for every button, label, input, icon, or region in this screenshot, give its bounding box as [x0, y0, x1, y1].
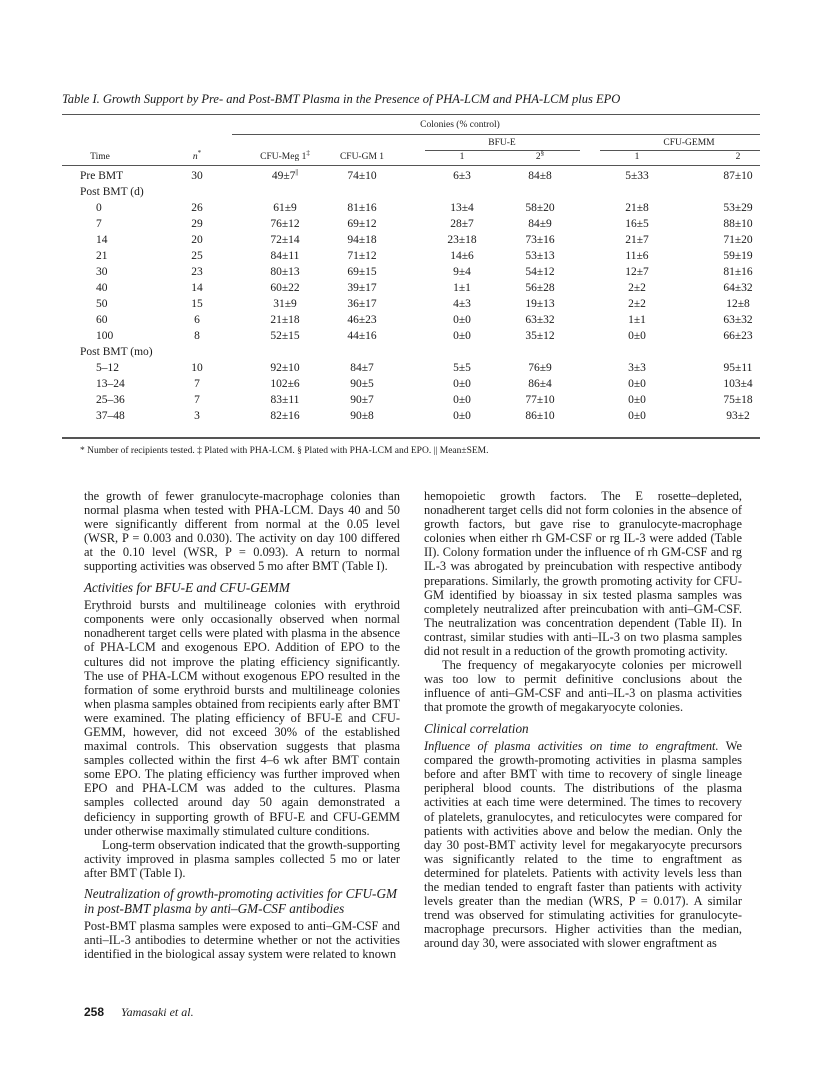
- header-bfu-e-2-label: 2: [535, 152, 541, 162]
- cell-bfu-e-2: [495, 298, 585, 310]
- cell-bfu-e-2: [495, 250, 585, 262]
- table-row: [0, 218, 816, 234]
- cell-value: 77±10: [525, 394, 555, 406]
- cell-value: 90±7: [350, 394, 374, 406]
- cell-value: 10: [191, 362, 203, 374]
- cell-value: 102±6: [270, 378, 300, 390]
- cell-cfu-gemm-1: [592, 218, 682, 230]
- header-cfu-gemm-1: 1: [634, 152, 640, 162]
- cell-value: 36±17: [347, 298, 377, 310]
- table-footnote: * Number of recipients tested. ‡ Plated with PHA-LCM. § Plated with PHA-LCM and EPO. || Mean±SEM.: [80, 446, 489, 456]
- cell-value: 26: [191, 202, 203, 214]
- cell-value: 44±16: [347, 330, 377, 342]
- cell-time: 50: [96, 298, 108, 310]
- cell-time: 100: [96, 330, 114, 342]
- paragraph: Long-term observation indicated that the growth-supporting activity improved in plasma samples collected 5 mo or later after BMT (Table I).: [84, 837, 400, 880]
- cell-time: 7: [96, 218, 102, 230]
- cell-bfu-e-2: [495, 170, 585, 182]
- table-section-row: [0, 346, 816, 362]
- cell-value: 21±18: [270, 314, 300, 326]
- cell-value: 56±28: [525, 282, 555, 294]
- cell-cfu-gm: [317, 282, 407, 294]
- cell-value: 5±33: [625, 170, 649, 182]
- cell-value: 35±12: [525, 330, 555, 342]
- cell-n: [152, 282, 242, 294]
- cell-value: 6±3: [453, 170, 471, 182]
- cell-n: [152, 298, 242, 310]
- cell-bfu-e-2: [495, 218, 585, 230]
- page-footer: [84, 1005, 194, 1020]
- cell-cfu-gemm-2: [693, 410, 783, 422]
- section-heading: Neutralization of growth-promoting activities for CFU-GM in post-BMT plasma by anti–GM-CSF antibodies: [84, 886, 397, 916]
- cell-value: 103±4: [723, 378, 753, 390]
- table-row: [0, 234, 816, 250]
- paragraph: the growth of fewer granulocyte-macrophage colonies than normal plasma when tested with PHA-LCM. Days 40 and 50 were significantly different from normal at the 0.05 level (WSR, P = 0.003 and 0.030). The activity on day 100 differed at the 0.10 level (WSR, P = 0.093). A return to normal supporting activities was observed 5 mo after BMT (Table I).: [84, 489, 400, 574]
- cell-bfu-e-1: [417, 250, 507, 262]
- cell-n: [152, 170, 242, 182]
- cell-n: [152, 362, 242, 374]
- cell-value: 23±18: [447, 234, 477, 246]
- cell-value: 15: [191, 298, 203, 310]
- cell-value: 14±6: [450, 250, 474, 262]
- cell-bfu-e-1: [417, 298, 507, 310]
- cell-value: 0±0: [453, 394, 471, 406]
- paragraph: hemopoietic growth factors. The E rosette–depleted, nonadherent target cells did not form colonies in the absence of growth factors, but gave rise to granulocyte-macrophage colonies when either rh GM-CSF or rg IL-3 were added (Table II). Colony formation under the influence of rh GM-CSF and rg IL-3 was abrogated by preincubation with respective antibody preparations. Similarly, the growth promoting activity for CFU-GM identified by bioassay in six tested plasma samples was completely neutralized after preincubation with anti–GM-CSF. The neutralization was concentration dependent (Table II). In contrast, similar studies with anti–IL-3 on two plasma samples did not result in a reduction of the growth promoting activity.: [424, 489, 742, 659]
- section-heading: Clinical correlation: [424, 720, 529, 736]
- cell-bfu-e-2: [495, 410, 585, 422]
- cell-cfu-gemm-2: [693, 250, 783, 262]
- cell-value: 1±1: [628, 314, 646, 326]
- section-label: Post BMT (mo): [80, 346, 153, 358]
- cell-value: 12±7: [625, 266, 649, 278]
- cell-value: 90±8: [350, 410, 374, 422]
- cell-value: 59±19: [723, 250, 753, 262]
- cell-cfu-gemm-1: [592, 282, 682, 294]
- cell-cfu-gemm-2: [693, 298, 783, 310]
- colonies-spanner-header: Colonies (% control): [420, 120, 500, 130]
- cell-bfu-e-1: [417, 362, 507, 374]
- cell-value: 21±7: [625, 234, 649, 246]
- table-top-rule: [62, 114, 760, 115]
- cell-n: [152, 410, 242, 422]
- cell-n: [152, 250, 242, 262]
- cell-bfu-e-1: [417, 282, 507, 294]
- cfu-gemm-group-header: CFU-GEMM: [663, 138, 715, 148]
- cell-cfu-gemm-1: [592, 378, 682, 390]
- cell-cfu-gemm-1: [592, 202, 682, 214]
- cell-value: 0±0: [453, 330, 471, 342]
- cell-bfu-e-2: [495, 314, 585, 326]
- page-number: 258: [84, 1005, 105, 1019]
- cell-time: 13–24: [96, 378, 125, 390]
- cell-value: 0±0: [453, 410, 471, 422]
- cell-value: 53±13: [525, 250, 555, 262]
- cell-value: 28±7: [450, 218, 474, 230]
- cell-value: 3: [194, 410, 200, 422]
- cell-time: 25–36: [96, 394, 125, 406]
- cell-value: 63±32: [525, 314, 555, 326]
- cell-value: 66±23: [723, 330, 753, 342]
- cell-time: 14: [96, 234, 108, 246]
- cell-value: 93±2: [726, 410, 750, 422]
- cell-value: 73±16: [525, 234, 555, 246]
- cell-cfu-gm: [317, 234, 407, 246]
- cell-value: 0±0: [453, 378, 471, 390]
- cell-bfu-e-1: [417, 314, 507, 326]
- table-body: [0, 170, 816, 426]
- cell-cfu-gm: [317, 330, 407, 342]
- cell-time: 21: [96, 250, 108, 262]
- cell-value: 46±23: [347, 314, 377, 326]
- cell-value: 81±16: [723, 266, 753, 278]
- table-row: [0, 282, 816, 298]
- cell-cfu-gm: [317, 202, 407, 214]
- cell-cfu-gm: [317, 298, 407, 310]
- cell-value: 8: [194, 330, 200, 342]
- cell-value: 80±13: [270, 266, 300, 278]
- paragraph: Post-BMT plasma samples were exposed to anti–GM-CSF and anti–IL-3 antibodies to determine whether or not the activities identified in the biological assay system were related to known: [84, 919, 400, 962]
- cell-value: 75±18: [723, 394, 753, 406]
- cell-cfu-gemm-1: [592, 362, 682, 374]
- cell-bfu-e-1: [417, 202, 507, 214]
- table-row: [0, 250, 816, 266]
- cell-time: 0: [96, 202, 102, 214]
- cell-time: 5–12: [96, 362, 119, 374]
- cell-value: 63±32: [723, 314, 753, 326]
- table-row: [0, 362, 816, 378]
- paragraph: [424, 739, 742, 950]
- cell-cfu-gemm-1: [592, 330, 682, 342]
- cell-bfu-e-2: [495, 394, 585, 406]
- cell-value: 20: [191, 234, 203, 246]
- cell-value: 11±6: [625, 250, 649, 262]
- cell-value: 7: [194, 378, 200, 390]
- cell-n: [152, 266, 242, 278]
- table-row: [0, 410, 816, 426]
- cell-bfu-e-1: [417, 394, 507, 406]
- cell-bfu-e-1: [417, 330, 507, 342]
- header-cfu-gm: CFU-GM 1: [339, 152, 385, 162]
- run-in-heading: Influence of plasma activities on time to engraftment.: [424, 739, 719, 754]
- cell-value: 12±8: [726, 298, 750, 310]
- cell-value: 0±0: [453, 314, 471, 326]
- cell-cfu-gm: [317, 362, 407, 374]
- cell-value: 69±12: [347, 218, 377, 230]
- cell-value: 95±11: [723, 362, 753, 374]
- cell-value: 76±12: [270, 218, 300, 230]
- cell-value: 60±22: [270, 282, 300, 294]
- cell-value: 90±5: [350, 378, 374, 390]
- table-row: [0, 170, 816, 186]
- footnote-mark: ||: [295, 168, 299, 177]
- cell-bfu-e-2: [495, 234, 585, 246]
- cell-cfu-gm: [317, 378, 407, 390]
- cell-value: 23: [191, 266, 203, 278]
- cell-value: 84±7: [350, 362, 374, 374]
- cell-value: 19±13: [525, 298, 555, 310]
- cell-n: [152, 314, 242, 326]
- cell-n: [152, 330, 242, 342]
- section-heading: Activities for BFU-E and CFU-GEMM: [84, 579, 290, 595]
- cell-value: 84±11: [270, 250, 300, 262]
- cell-value: 53±29: [723, 202, 753, 214]
- cell-value: 9±4: [453, 266, 471, 278]
- cell-time: Pre BMT: [80, 170, 124, 182]
- cell-n: [152, 378, 242, 390]
- cell-bfu-e-1: [417, 218, 507, 230]
- header-cfu-meg-footnote-mark: ‡: [306, 148, 310, 157]
- cell-bfu-e-2: [495, 362, 585, 374]
- header-n-footnote-mark: *: [197, 148, 202, 157]
- cell-bfu-e-2: [495, 266, 585, 278]
- cell-value: 0±0: [628, 378, 646, 390]
- cell-value: 71±20: [723, 234, 753, 246]
- cell-value: 31±9: [273, 298, 297, 310]
- cell-value: 2±2: [628, 298, 646, 310]
- cell-cfu-gemm-1: [592, 410, 682, 422]
- cell-cfu-gemm-1: [592, 170, 682, 182]
- cell-cfu-gemm-2: [693, 314, 783, 326]
- cell-bfu-e-2: [495, 378, 585, 390]
- cell-value: 13±4: [450, 202, 474, 214]
- cell-bfu-e-1: [417, 170, 507, 182]
- cell-value: 61±9: [273, 202, 297, 214]
- cell-cfu-gemm-1: [592, 266, 682, 278]
- header-bottom-rule: [62, 165, 760, 166]
- paragraph-text: We compared the growth-promoting activities in plasma samples before and after BMT with time to recovery of single lineage peripheral blood counts. The distributions of the plasma activities at each time were determined. The times to recovery of platelets, granulocytes, and reticulocytes were compared for patients with activities above and below the median. Only the day 30 post-BMT activity level for megakaryocyte precursors was significantly related to the time to engraftment as determined for platelets. Patients with activity levels less than the median tended to engraft faster than patients with activity levels greater than the median (WRS, P = 0.017). A similar trend was observed for stimulating activities for granulocyte-macrophage precursors. Higher activities than the median, around day 30, were associated with slower engraftment as: [424, 739, 742, 951]
- running-authors: Yamasaki et al.: [121, 1005, 194, 1019]
- cell-cfu-gemm-2: [693, 362, 783, 374]
- cell-cfu-gemm-2: [693, 266, 783, 278]
- table-bottom-rule: [62, 437, 760, 439]
- cell-cfu-gm: [317, 250, 407, 262]
- cell-value: 3±3: [628, 362, 646, 374]
- cell-value: 86±10: [525, 410, 555, 422]
- table-row: [0, 202, 816, 218]
- cell-cfu-gemm-1: [592, 314, 682, 326]
- cell-n: [152, 218, 242, 230]
- cell-value: 39±17: [347, 282, 377, 294]
- header-n-label: n: [192, 152, 198, 162]
- cell-n: [152, 202, 242, 214]
- cell-value: 49±7: [271, 170, 296, 182]
- cell-value: 69±15: [347, 266, 377, 278]
- cell-bfu-e-1: [417, 234, 507, 246]
- cell-value: 0±0: [628, 330, 646, 342]
- table-row: [0, 314, 816, 330]
- cell-cfu-gemm-2: [693, 234, 783, 246]
- cell-n: [152, 234, 242, 246]
- header-cfu-meg-label: CFU-Meg 1: [260, 152, 307, 162]
- header-bfu-e-2-footnote-mark: §: [540, 148, 545, 157]
- table-row: [0, 298, 816, 314]
- table-row: [0, 330, 816, 346]
- cell-value: 88±10: [723, 218, 753, 230]
- paragraph: The frequency of megakaryocyte colonies per microwell was too low to permit definitive conclusions about the influence of anti–GM-CSF and anti–IL-3 on plasma activities that promote the growth of megakaryocyte colonies.: [424, 658, 742, 715]
- cell-value: 1±1: [453, 282, 471, 294]
- cell-value: 94±18: [347, 234, 377, 246]
- cell-cfu-gemm-2: [693, 282, 783, 294]
- header-cfu-gemm-2: 2: [735, 152, 741, 162]
- cell-time: 37–48: [96, 410, 125, 422]
- cell-value: 6: [194, 314, 200, 326]
- cell-value: 84±8: [528, 170, 552, 182]
- bfu-e-group-header: BFU-E: [488, 138, 516, 148]
- spanner-rule: [232, 134, 760, 135]
- cell-n: [152, 394, 242, 406]
- cell-value: 25: [191, 250, 203, 262]
- cell-time: 40: [96, 282, 108, 294]
- cell-value: 0±0: [628, 410, 646, 422]
- cell-cfu-gemm-2: [693, 170, 783, 182]
- cell-cfu-gm: [317, 218, 407, 230]
- cell-cfu-gemm-1: [592, 234, 682, 246]
- cell-value: 81±16: [347, 202, 377, 214]
- cell-value: 76±9: [528, 362, 552, 374]
- cell-time: 30: [96, 266, 108, 278]
- cell-value: 30: [191, 170, 203, 182]
- cell-value: 4±3: [453, 298, 471, 310]
- left-text-column: [84, 489, 400, 962]
- cell-value: 14: [191, 282, 203, 294]
- right-text-column: [424, 489, 742, 951]
- table-row: [0, 394, 816, 410]
- cell-value: 54±12: [525, 266, 555, 278]
- cell-value: 72±14: [270, 234, 300, 246]
- cell-value: 92±10: [270, 362, 300, 374]
- cell-value: 87±10: [723, 170, 753, 182]
- cell-value: 74±10: [347, 170, 377, 182]
- cell-cfu-gemm-2: [693, 202, 783, 214]
- cell-cfu-gemm-1: [592, 298, 682, 310]
- cell-value: 5±5: [453, 362, 471, 374]
- cell-cfu-gemm-2: [693, 330, 783, 342]
- cell-value: 58±20: [525, 202, 555, 214]
- cell-cfu-gm: [317, 266, 407, 278]
- cell-cfu-gemm-2: [693, 378, 783, 390]
- cell-value: 82±16: [270, 410, 300, 422]
- cell-value: 16±5: [625, 218, 649, 230]
- cell-cfu-gm: [317, 394, 407, 406]
- cell-value: 83±11: [270, 394, 300, 406]
- cell-value: 86±4: [528, 378, 552, 390]
- cfu-gemm-rule: [600, 150, 760, 151]
- bfu-e-rule: [425, 150, 580, 151]
- cell-value: 21±8: [625, 202, 649, 214]
- cell-value: 52±15: [270, 330, 300, 342]
- cell-bfu-e-1: [417, 378, 507, 390]
- paragraph: Erythroid bursts and multilineage colonies with erythroid components were only occasionally observed when normal nonadherent target cells were plated with plasma in the absence of PHA-LCM and exogenous EPO. Addition of EPO to the cultures did not improve the plating efficiency significantly. The use of PHA-LCM without exogenous EPO resulted in the formation of some erythroid bursts and multilineage colonies when plasma samples obtained from recipients early after BMT were examined. The plating efficiency of BFU-E and CFU-GEMM, however, did not exceed 30% of the established maximal controls. This observation suggests that plasma samples collected within the first 4–6 wk after BMT contain some EPO. The plating efficiency was further improved when EPO and PHA-LCM was added to the cultures. Plasma samples collected around day 50 again demonstrated a deficiency in supporting growth of BFU-E and CFU-GEMM under otherwise maximally stimulated culture conditions.: [84, 598, 400, 838]
- cell-bfu-e-2: [495, 282, 585, 294]
- cell-value: 2±2: [628, 282, 646, 294]
- cell-bfu-e-2: [495, 330, 585, 342]
- section-label: Post BMT (d): [80, 186, 144, 198]
- table-title: Table I. Growth Support by Pre- and Post-BMT Plasma in the Presence of PHA-LCM and PHA-LCM plus EPO: [62, 92, 621, 106]
- cell-cfu-gemm-1: [592, 250, 682, 262]
- cell-cfu-gm: [317, 410, 407, 422]
- header-time: Time: [90, 152, 110, 162]
- header-bfu-e-1: 1: [459, 152, 465, 162]
- cell-value: 0±0: [628, 394, 646, 406]
- cell-cfu-gemm-2: [693, 394, 783, 406]
- table-section-row: [0, 186, 816, 202]
- cell-bfu-e-1: [417, 266, 507, 278]
- cell-cfu-gm: [317, 314, 407, 326]
- cell-value: 29: [191, 218, 203, 230]
- table-row: [0, 378, 816, 394]
- cell-value: 64±32: [723, 282, 753, 294]
- table-row: [0, 266, 816, 282]
- cell-value: 84±9: [528, 218, 552, 230]
- cell-value: 71±12: [347, 250, 377, 262]
- cell-cfu-gm: [317, 170, 407, 182]
- cell-cfu-gemm-2: [693, 218, 783, 230]
- cell-time: 60: [96, 314, 108, 326]
- cell-bfu-e-1: [417, 410, 507, 422]
- cell-cfu-gemm-1: [592, 394, 682, 406]
- cell-value: 7: [194, 394, 200, 406]
- cell-bfu-e-2: [495, 202, 585, 214]
